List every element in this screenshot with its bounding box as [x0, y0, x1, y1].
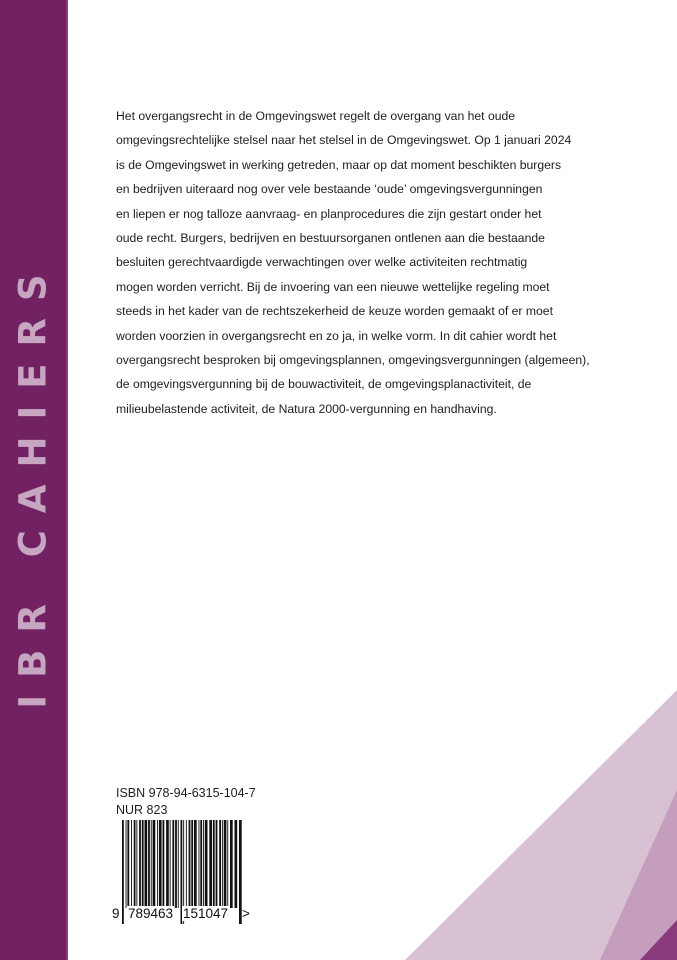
- barcode-quiet-marker: >: [242, 906, 250, 921]
- blurb-line: omgevingsrechtelijke stelsel naar het stelsel in de Omgevingswet. Op 1 januari 2024: [116, 133, 572, 148]
- barcode-bar: [194, 820, 197, 908]
- blurb-line: overgangsrecht besproken bij omgevingsplannen, omgevingsvergunningen (algemeen),: [116, 352, 590, 367]
- barcode-bar: [139, 820, 141, 908]
- barcode-bar: [172, 820, 174, 908]
- barcode-bar: [142, 820, 144, 908]
- barcode-bar: [136, 820, 137, 908]
- barcode-bar: [227, 820, 228, 908]
- barcode-bar: [216, 820, 218, 908]
- isbn: ISBN 978-94-6315-104-7: [116, 786, 256, 800]
- barcode-bar: [166, 820, 169, 908]
- barcode-digits: [112, 904, 254, 926]
- barcode-bar: [209, 820, 212, 908]
- barcode-bar: [222, 820, 223, 908]
- barcode-bar: [151, 820, 152, 908]
- barcode-bar: [235, 820, 238, 908]
- barcode-bar: [213, 820, 215, 908]
- barcode-bar: [145, 820, 148, 908]
- series-title: IBR CAHIERS: [11, 257, 55, 709]
- blurb-line: mogen worden verricht. Bij de invoering van een nieuwe wettelijke regeling moet: [116, 279, 550, 294]
- barcode-bar: [186, 820, 187, 908]
- barcode-group-left: 789463: [128, 906, 174, 921]
- blurb-line: en liepen er nog talloze aanvraag- en planprocedures die zijn gestart onder het: [116, 206, 542, 221]
- barcode-bar: [163, 820, 165, 908]
- barcode-bar: [157, 820, 158, 908]
- barcode-bar: [219, 820, 221, 908]
- blurb-line: Het overgangsrecht in de Omgevingswet regelt de overgang van het oude: [116, 109, 516, 123]
- barcode-bar: [230, 820, 233, 908]
- blurb-line: worden voorzien in overgangsrecht en zo ja, in welke vorm. In dit cahier wordt het: [116, 328, 557, 343]
- blurb-line: en bedrijven uiteraard nog over vele bestaande ‘oude’ omgevingsvergunningen: [116, 182, 543, 197]
- barcode-bar: [131, 820, 132, 908]
- barcode-bar: [191, 820, 193, 908]
- barcode-bar: [126, 820, 127, 908]
- blurb-line: milieubelastende activiteit, de Natura 2000-vergunning en handhaving.: [116, 401, 497, 416]
- barcode-group-right: 151047: [183, 906, 229, 921]
- barcode-bar: [224, 820, 227, 908]
- back-cover-blurb: [116, 104, 636, 421]
- barcode-bar: [199, 820, 200, 908]
- barcode-bar: [203, 820, 204, 908]
- barcode-bar: [148, 820, 150, 908]
- barcode-bar: [178, 820, 179, 908]
- barcode-bar: [175, 820, 177, 908]
- barcode-bar: [170, 820, 171, 908]
- barcode-bar: [200, 820, 202, 908]
- blurb-line: is de Omgevingswet in werking getreden, maar op dat moment beschikten burgers: [116, 157, 562, 172]
- blurb-line: steeds in het kader van de rechtszekerheid de keuze worden gemaakt of er moet: [116, 304, 553, 319]
- nur-code: NUR 823: [116, 803, 168, 817]
- barcode-bar: [127, 820, 129, 908]
- barcode-bar: [159, 820, 162, 908]
- blurb-line: besluiten gerechtvaardigde verwachtingen over welke activiteiten rechtmatig: [116, 255, 528, 270]
- blurb-line: de omgevingsvergunning bij de bouwactiviteit, de omgevingsplanactiviteit, de: [116, 377, 532, 392]
- barcode-bar: [153, 820, 156, 908]
- barcode-bar: [189, 820, 191, 908]
- barcode-lead-digit: 9: [112, 906, 120, 921]
- barcode-bar: [134, 820, 136, 908]
- blurb-line: oude recht. Burgers, bedrijven en bestuursorganen ontlenen aan die bestaande: [116, 230, 545, 245]
- barcode-bar: [205, 820, 208, 908]
